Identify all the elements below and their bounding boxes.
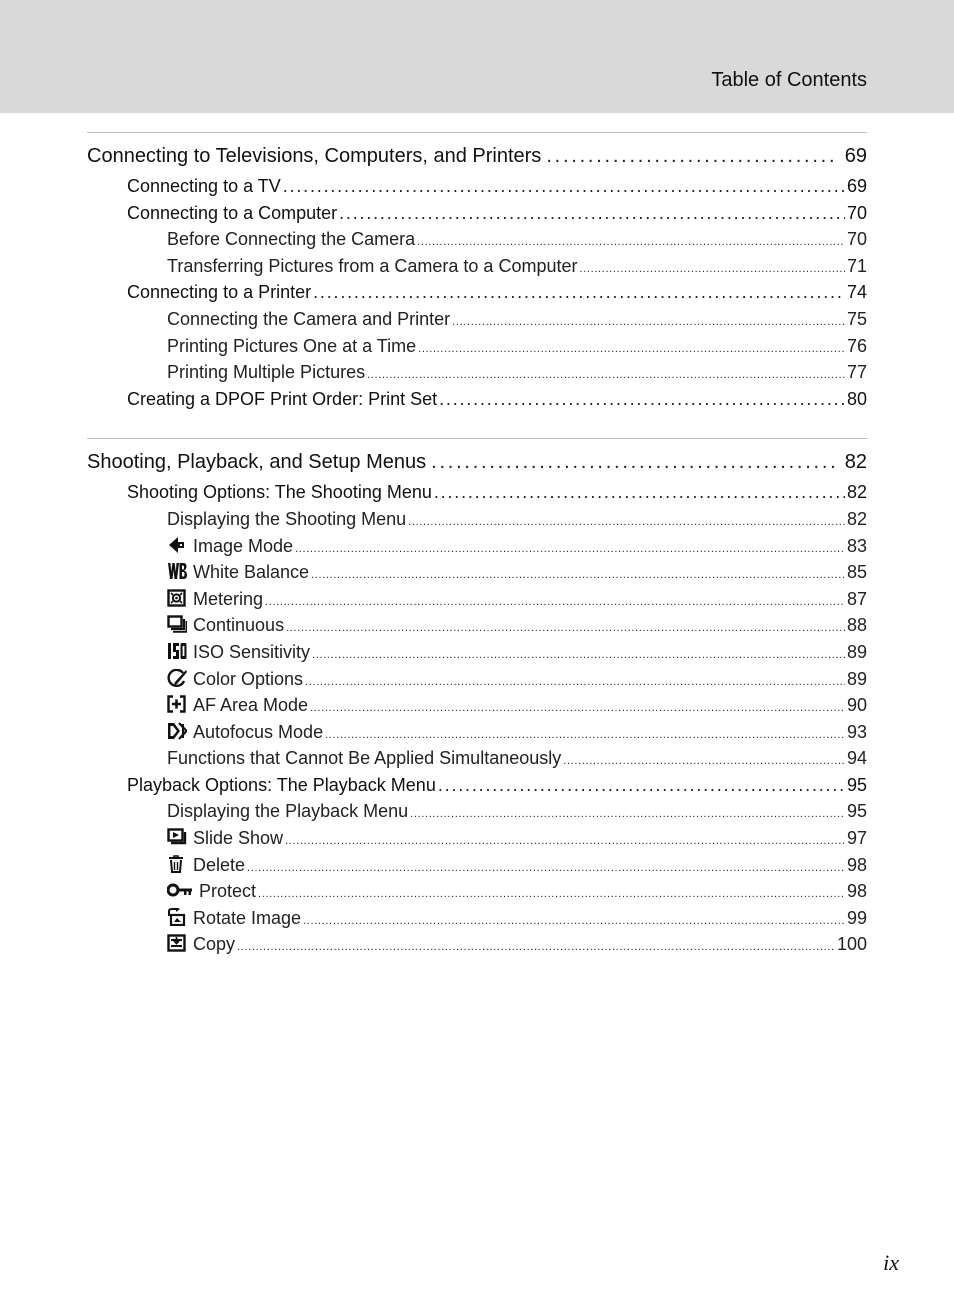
white-balance-icon bbox=[167, 562, 187, 580]
dot-leader bbox=[286, 615, 845, 642]
page-number: 70 bbox=[846, 229, 867, 250]
dot-leader bbox=[303, 908, 845, 935]
dot-leader bbox=[439, 386, 845, 413]
autofocus-icon bbox=[167, 722, 187, 740]
toc-section-connecting bbox=[87, 132, 867, 412]
toc-section-title[interactable]: Connecting to Televisions, Computers, and Printers . . . 69 bbox=[87, 141, 867, 171]
dot-leader bbox=[417, 229, 845, 256]
dot-leader bbox=[310, 695, 845, 722]
copy-icon bbox=[167, 934, 187, 952]
page-number: 95 bbox=[846, 801, 867, 822]
toc-subentry[interactable]: Functions that Cannot Be Applied Simultaneously . . . 94 bbox=[87, 745, 867, 772]
page-number: 83 bbox=[846, 535, 867, 556]
dot-leader bbox=[452, 309, 845, 336]
page-number: 70 bbox=[846, 202, 867, 223]
toc-subentry[interactable]: Autofocus Mode . . . 93 bbox=[87, 719, 867, 746]
dot-leader bbox=[418, 336, 845, 363]
toc-entry[interactable]: Connecting to a Printer . . . 74 bbox=[87, 279, 867, 306]
toc-subentry[interactable]: White Balance . . . 85 bbox=[87, 559, 867, 586]
toc-subentry[interactable]: AF Area Mode . . . 90 bbox=[87, 692, 867, 719]
page-number: 74 bbox=[846, 282, 867, 303]
page-number: 100 bbox=[836, 934, 867, 955]
image-mode-icon bbox=[167, 536, 187, 554]
toc-subentry[interactable]: ISO Sensitivity . . . 89 bbox=[87, 639, 867, 666]
page-number: 99 bbox=[846, 907, 867, 928]
protect-key-icon bbox=[167, 881, 193, 899]
page-number: 90 bbox=[846, 695, 867, 716]
rotate-icon bbox=[167, 908, 187, 926]
af-area-icon bbox=[167, 695, 187, 713]
dot-leader bbox=[434, 479, 845, 506]
toc-subentry[interactable]: Delete . . . 98 bbox=[87, 852, 867, 879]
page-number: 97 bbox=[846, 828, 867, 849]
toc-subentry[interactable]: Color Options . . . 89 bbox=[87, 666, 867, 693]
toc-list bbox=[87, 132, 867, 958]
toc-section-menus bbox=[87, 438, 867, 958]
page-number: 77 bbox=[846, 362, 867, 383]
toc-subentry[interactable]: Connecting the Camera and Printer . . . 75 bbox=[87, 306, 867, 333]
page-number: 93 bbox=[846, 721, 867, 742]
page-number: 89 bbox=[846, 641, 867, 662]
toc-section-title[interactable]: Shooting, Playback, and Setup Menus . . . 82 bbox=[87, 447, 867, 477]
dot-leader bbox=[285, 828, 845, 855]
toc-subentry[interactable]: Continuous . . . 88 bbox=[87, 612, 867, 639]
continuous-icon bbox=[167, 615, 187, 633]
page-folio: ix bbox=[883, 1250, 899, 1275]
toc-subentry[interactable]: Image Mode . . . 83 bbox=[87, 533, 867, 560]
dot-leader bbox=[563, 748, 845, 775]
dot-leader bbox=[265, 589, 845, 616]
dot-leader bbox=[408, 509, 845, 536]
toc-subentry[interactable]: Before Connecting the Camera . . . 70 bbox=[87, 226, 867, 253]
metering-icon bbox=[167, 589, 187, 607]
dot-leader bbox=[325, 722, 845, 749]
dot-leader bbox=[410, 801, 845, 828]
toc-entry[interactable]: Creating a DPOF Print Order: Print Set . . . 80 bbox=[87, 386, 867, 413]
dot-leader bbox=[579, 256, 844, 283]
toc-subentry[interactable]: Displaying the Playback Menu . . . 95 bbox=[87, 798, 867, 825]
page-number: 85 bbox=[846, 562, 867, 583]
toc-subentry[interactable]: Rotate Image . . . 99 bbox=[87, 905, 867, 932]
slide-show-icon bbox=[167, 828, 187, 846]
toc-entry[interactable]: Playback Options: The Playback Menu . . . 95 bbox=[87, 772, 867, 799]
dot-leader bbox=[247, 855, 845, 882]
page-number: 98 bbox=[846, 881, 867, 902]
dot-leader bbox=[313, 279, 845, 306]
iso-icon bbox=[167, 642, 187, 660]
dot-leader bbox=[305, 669, 845, 696]
page-number: 88 bbox=[846, 615, 867, 636]
toc-subentry[interactable]: Printing Multiple Pictures . . . 77 bbox=[87, 359, 867, 386]
toc-subentry[interactable]: Printing Pictures One at a Time . . . 76 bbox=[87, 333, 867, 360]
page-number: 82 bbox=[846, 508, 867, 529]
page-number: 76 bbox=[846, 335, 867, 356]
page-number: 87 bbox=[846, 588, 867, 609]
toc-subentry[interactable]: Transferring Pictures from a Camera to a Computer . . . 71 bbox=[87, 253, 867, 280]
dot-leader bbox=[258, 881, 845, 908]
page-number: 75 bbox=[846, 308, 867, 329]
color-options-icon bbox=[167, 669, 187, 687]
toc-entry[interactable]: Shooting Options: The Shooting Menu . . . 82 bbox=[87, 479, 867, 506]
dot-leader bbox=[237, 934, 835, 961]
dot-leader bbox=[546, 141, 838, 171]
toc-subentry[interactable]: Copy . . . 100 bbox=[87, 931, 867, 958]
dot-leader bbox=[438, 772, 845, 799]
page-number: 69 bbox=[844, 145, 867, 167]
page-number: 82 bbox=[844, 451, 867, 474]
page-header-band bbox=[0, 0, 954, 113]
page-number: 82 bbox=[846, 482, 867, 503]
dot-leader bbox=[431, 447, 839, 477]
dot-leader bbox=[295, 536, 845, 563]
page-number: 69 bbox=[846, 176, 867, 196]
toc-subentry[interactable]: Metering . . . 87 bbox=[87, 586, 867, 613]
page-number: 95 bbox=[846, 774, 867, 795]
page-number: 80 bbox=[846, 388, 867, 409]
dot-leader bbox=[367, 362, 845, 389]
dot-leader bbox=[312, 642, 845, 669]
page-number: 98 bbox=[846, 854, 867, 875]
toc-subentry[interactable]: Protect . . . 98 bbox=[87, 878, 867, 905]
toc-entry[interactable]: Connecting to a Computer . . . 70 bbox=[87, 200, 867, 227]
page-header-title: Table of Contents bbox=[711, 69, 867, 91]
page-number: 94 bbox=[846, 748, 867, 769]
page-number: 89 bbox=[846, 668, 867, 689]
page-number: 71 bbox=[846, 255, 867, 276]
dot-leader bbox=[283, 173, 845, 200]
toc-subentry[interactable]: Displaying the Shooting Menu . . . 82 bbox=[87, 506, 867, 533]
delete-icon bbox=[167, 855, 187, 873]
dot-leader bbox=[311, 562, 845, 589]
toc-subentry[interactable]: Slide Show . . . 97 bbox=[87, 825, 867, 852]
toc-entry[interactable]: Connecting to a TV . . . 69 bbox=[87, 173, 867, 200]
dot-leader bbox=[339, 200, 845, 227]
